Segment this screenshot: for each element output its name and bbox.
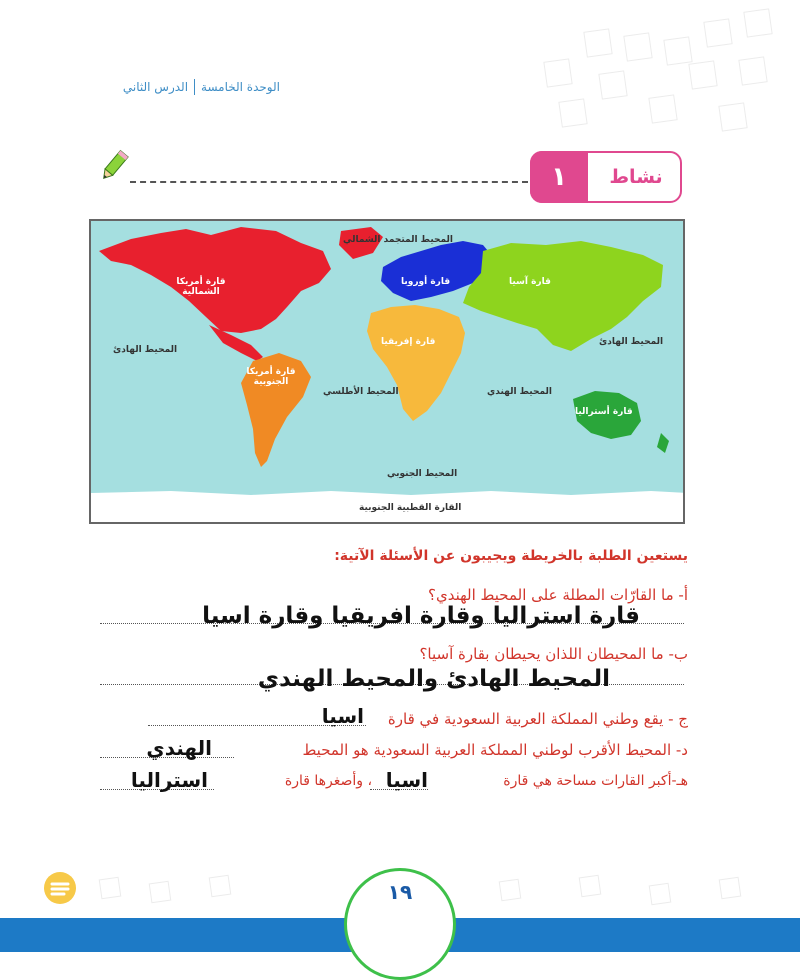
- activity-divider: [130, 181, 528, 183]
- question-e-answer-1: اسيا: [385, 768, 428, 792]
- header-divider: [194, 79, 195, 95]
- unit-title: الوحدة الخامسة: [201, 80, 280, 94]
- label-atlantic-ocean: المحيط الأطلسي: [323, 387, 399, 397]
- label-antarctica: القارة القطبية الجنوبية: [359, 503, 462, 513]
- question-a-answer: قارة استراليا وقارة افريقيا وقارة اسيا: [202, 603, 640, 629]
- question-d-text: د- المحيط الأقرب لوطني المملكة العربية السعودية هو المحيط: [302, 741, 688, 759]
- label-indian-ocean: المحيط الهندي: [487, 387, 552, 397]
- question-d-answer: الهندي: [146, 736, 212, 760]
- label-asia: قارة آسيا: [509, 277, 551, 287]
- activity-label: نشاط: [609, 166, 663, 188]
- label-pacific-east: المحيط الهادئ: [599, 337, 664, 347]
- question-b-text: ب- ما المحيطان اللذان يحيطان بقارة آسيا؟: [419, 645, 688, 663]
- world-map: [89, 219, 685, 524]
- question-e-answer-2: استراليا: [130, 768, 208, 792]
- pencil-icon: [98, 148, 130, 184]
- label-arctic-ocean: المحيط المتجمد الشمالي: [343, 235, 453, 245]
- asia-shape: [463, 241, 663, 351]
- page-header: [20, 76, 280, 98]
- label-australia: قارة أستراليا: [575, 407, 633, 417]
- lesson-title: الدرس الثاني: [122, 80, 189, 94]
- label-pacific-west: المحيط الهادئ: [113, 345, 178, 355]
- question-a-text: أ- ما القارّات المطلة على المحيط الهندي؟: [428, 586, 688, 604]
- page-number: ١٩: [387, 880, 413, 904]
- publisher-logo-icon: [42, 870, 78, 906]
- new-zealand-shape: [657, 433, 669, 453]
- label-north-america: قارة أمريكا الشمالية: [176, 277, 226, 297]
- question-e-text-1: هـ-أكبر القارات مساحة هي قارة: [503, 773, 688, 789]
- question-c-text: ج - يقع وطني المملكة العربية السعودية في قارة: [387, 710, 688, 728]
- label-africa: قارة إفريقيا: [381, 337, 436, 347]
- label-europe: قارة أوروبا: [401, 277, 451, 287]
- question-b-answer: المحيط الهادئ والمحيط الهندي: [257, 666, 610, 692]
- instructions-text: يستعين الطلبة بالخريطة ويجيبون عن الأسئلة الآتية:: [334, 548, 688, 564]
- label-southern-ocean: المحيط الجنوبي: [387, 469, 458, 479]
- question-e-text-2: ، وأصغرها قارة: [284, 773, 372, 789]
- question-c-answer: اسيا: [321, 704, 364, 728]
- label-south-america: قارة أمريكا الجنوبية: [246, 367, 296, 387]
- activity-number: ١: [530, 151, 588, 203]
- africa-shape: [367, 305, 465, 421]
